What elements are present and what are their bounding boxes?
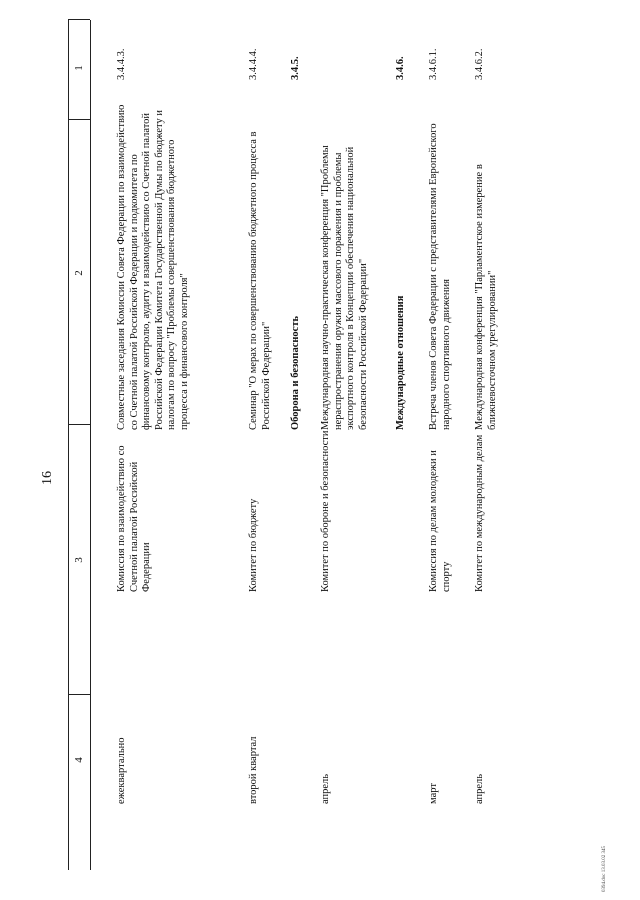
col-divider-3 <box>68 694 90 695</box>
row-responsible-text: Комиссия по делам молодежи и спорту <box>428 450 452 592</box>
column-number-3: 3 <box>73 557 85 563</box>
row-event: Совместные заседания Комиссии Совета Федерации по взаимодействию со Счетной палатой Российской Федерации и подкомитета по финансовому контролю, аудиту и взаимодействию со Счетной палатой Российской Федерации Комитета Государственной Думы по бюджету и налогам по вопросу "Проблемы совершенствования бюджетного процесса и финансового контроля" <box>116 104 190 430</box>
section-title: Оборона и безопасность <box>290 315 301 430</box>
col-divider-1 <box>68 119 90 120</box>
row-event: Международная научно-практическая конференция "Проблемы нераспространения оружия массового поражения и проблемы экспортного контроля в Концепции обеспечения национальной безопасности Российской Федерации" <box>320 145 369 430</box>
column-number-1: 1 <box>73 65 85 71</box>
row-responsible-text: Комиссия по взаимодействию со Счетной палатой Российской Федерации <box>116 445 152 592</box>
column-number-2: 2 <box>73 270 85 276</box>
row-term: апрель <box>320 773 331 804</box>
section-number: 3.4.6. <box>395 56 406 80</box>
column-number-4: 4 <box>73 757 85 763</box>
table-right-border <box>68 19 90 20</box>
row-number: 3.4.6.1. <box>428 48 439 80</box>
row-term: март <box>428 783 439 804</box>
row-term: второй квартал <box>248 736 259 804</box>
table-header-divider <box>90 20 91 870</box>
row-number: 3.4.4.4. <box>248 48 259 80</box>
col-divider-2 <box>68 424 90 425</box>
footer-file-stamp: 0394.doc 13.03.02 345 <box>602 846 607 892</box>
row-term: апрель <box>474 773 485 804</box>
section-number: 3.4.5. <box>290 56 301 80</box>
row-event: Встреча членов Совета Федерации с представителями Европейского народного спортивного движения <box>428 123 452 430</box>
page-number: 16 <box>40 471 55 485</box>
row-number: 3.4.6.2. <box>474 48 485 80</box>
row-responsible-text: Комитет по международным делам <box>474 434 485 592</box>
section-title: Международные отношения <box>395 295 406 430</box>
table-top-border <box>68 20 69 870</box>
row-responsible-text: Комитет по бюджету <box>248 498 259 592</box>
row-term: ежеквартально <box>116 737 127 804</box>
row-responsible-text: Комитет по обороне и безопасности <box>320 430 331 592</box>
row-number: 3.4.4.3. <box>116 48 127 80</box>
row-event: Семинар "О мерах по совершенствованию бюджетного процесса в Российской Федерации" <box>248 131 272 430</box>
row-event: Международная конференция "Парламентское измерение в ближневосточном урегулировании" <box>474 164 498 430</box>
